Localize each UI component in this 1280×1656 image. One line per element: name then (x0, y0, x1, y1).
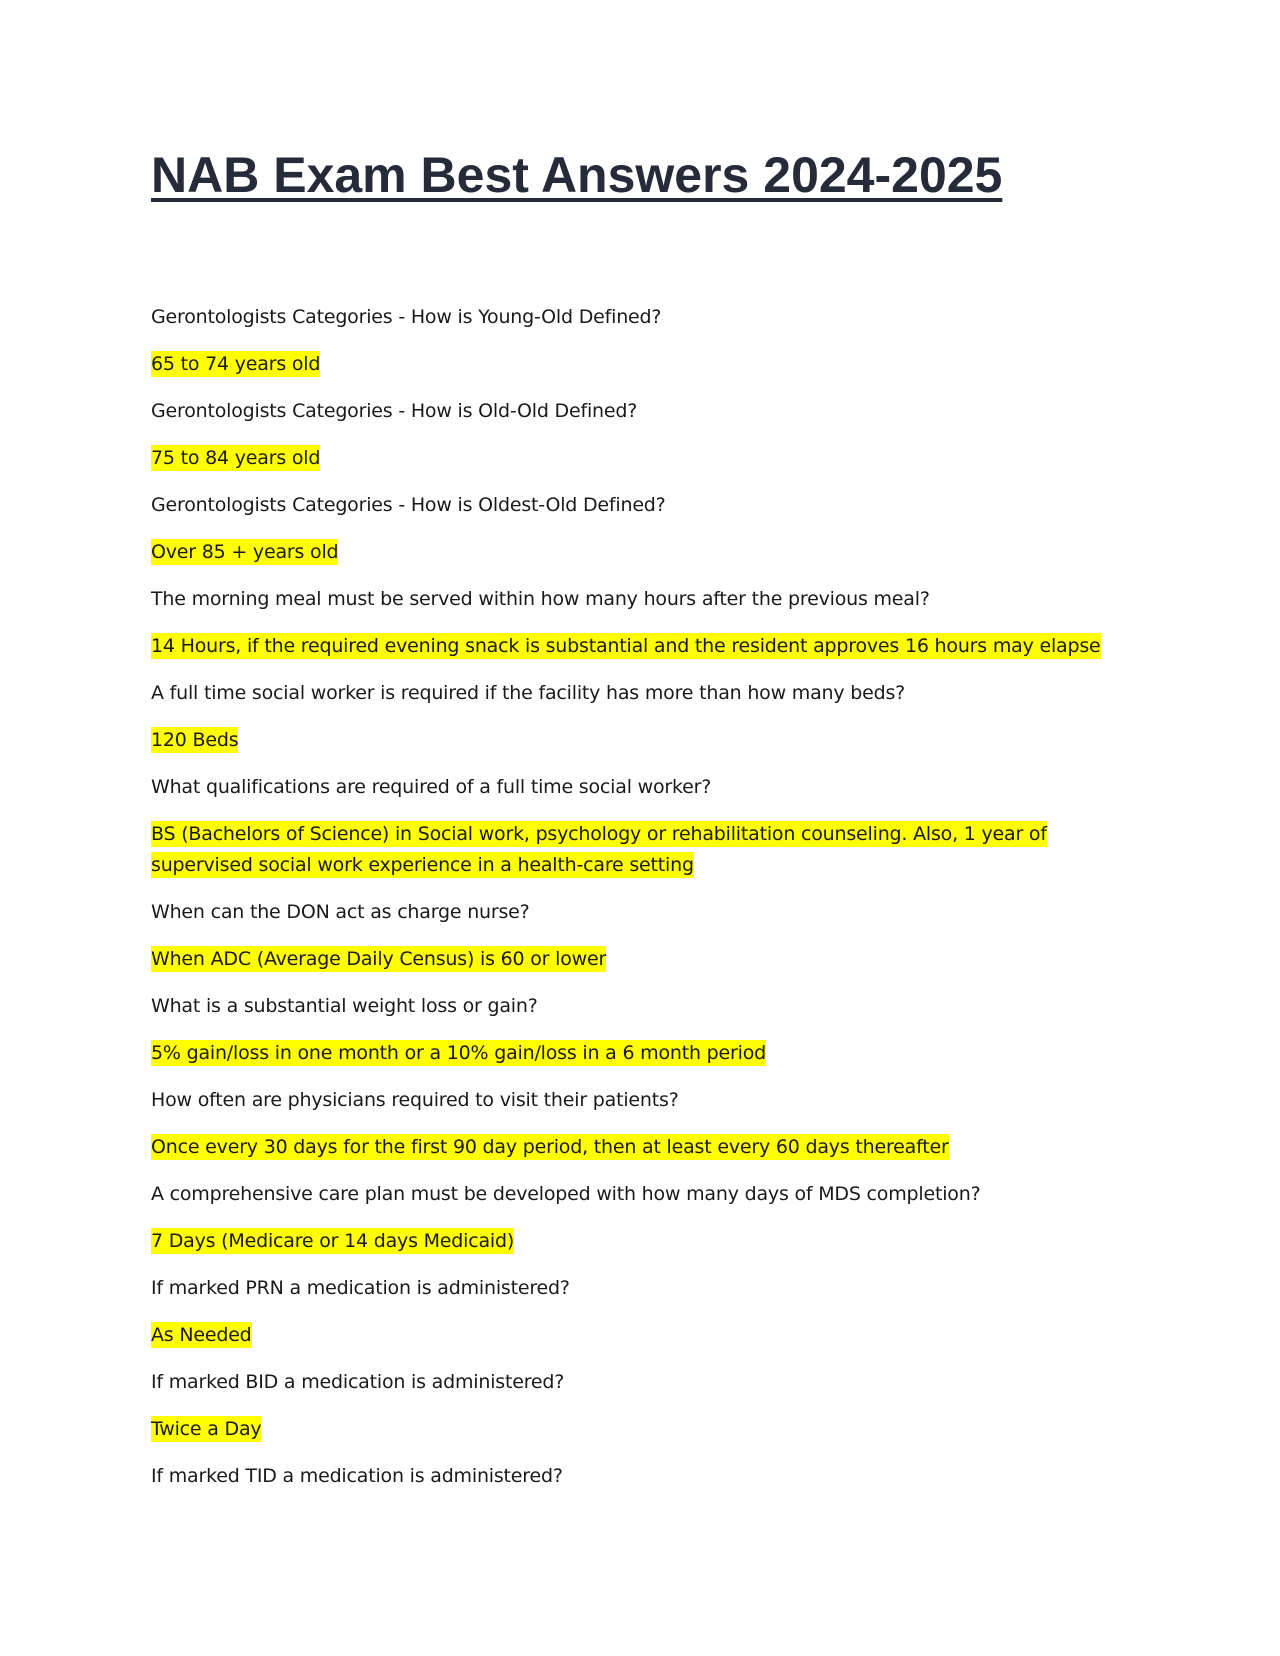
answer-3-highlight: Over 85 + years old (151, 541, 339, 563)
question-3: Gerontologists Categories - How is Oldest-Old Defined? (151, 494, 666, 516)
question-10: A comprehensive care plan must be developed with how many days of MDS completion? (151, 1183, 981, 1205)
question-8: What is a substantial weight loss or gain? (151, 995, 538, 1017)
answer-11 (151, 1320, 1151, 1351)
answer-12 (151, 1414, 1151, 1445)
answer-12-highlight: Twice a Day (151, 1418, 262, 1440)
answer-10-highlight: 7 Days (Medicare or 14 days Medicaid) (151, 1230, 515, 1252)
question-6: What qualifications are required of a full time social worker? (151, 776, 712, 798)
answer-4-highlight: 14 Hours, if the required evening snack is substantial and the resident approves 16 hours may elapse (151, 635, 1101, 657)
question-11: If marked PRN a medication is administered? (151, 1277, 570, 1299)
answer-10 (151, 1226, 1151, 1257)
answer-9 (151, 1132, 1151, 1163)
answer-11-highlight: As Needed (151, 1324, 252, 1346)
question-5: A full time social worker is required if the facility has more than how many beds? (151, 682, 906, 704)
answer-6-highlight: BS (Bachelors of Science) in Social work, psychology or rehabilitation counseling. Also, 1 year of supervised social work experience in a health-care setting (151, 823, 1047, 876)
answer-8 (151, 1038, 1151, 1069)
question-4: The morning meal must be served within how many hours after the previous meal? (151, 588, 930, 610)
answer-8-highlight: 5% gain/loss in one month or a 10% gain/loss in a 6 month period (151, 1042, 767, 1064)
question-12: If marked BID a medication is administered? (151, 1371, 565, 1393)
answer-6 (151, 819, 1151, 881)
qa-list (151, 302, 1151, 1508)
answer-9-highlight: Once every 30 days for the first 90 day period, then at least every 60 days thereafter (151, 1136, 949, 1158)
answer-4 (151, 631, 1151, 662)
document-title: NAB Exam Best Answers 2024-2025 (151, 147, 1003, 203)
question-1: Gerontologists Categories - How is Young-Old Defined? (151, 306, 662, 328)
answer-7 (151, 944, 1151, 975)
question-7: When can the DON act as charge nurse? (151, 901, 530, 923)
answer-1 (151, 349, 1151, 380)
answer-2-highlight: 75 to 84 years old (151, 447, 321, 469)
question-2: Gerontologists Categories - How is Old-Old Defined? (151, 400, 638, 422)
answer-2 (151, 443, 1151, 474)
answer-1-highlight: 65 to 74 years old (151, 353, 321, 375)
answer-3 (151, 537, 1151, 568)
question-13: If marked TID a medication is administered? (151, 1465, 563, 1487)
answer-5 (151, 725, 1151, 756)
question-9: How often are physicians required to visit their patients? (151, 1089, 679, 1111)
answer-7-highlight: When ADC (Average Daily Census) is 60 or lower (151, 948, 607, 970)
answer-5-highlight: 120 Beds (151, 729, 239, 751)
